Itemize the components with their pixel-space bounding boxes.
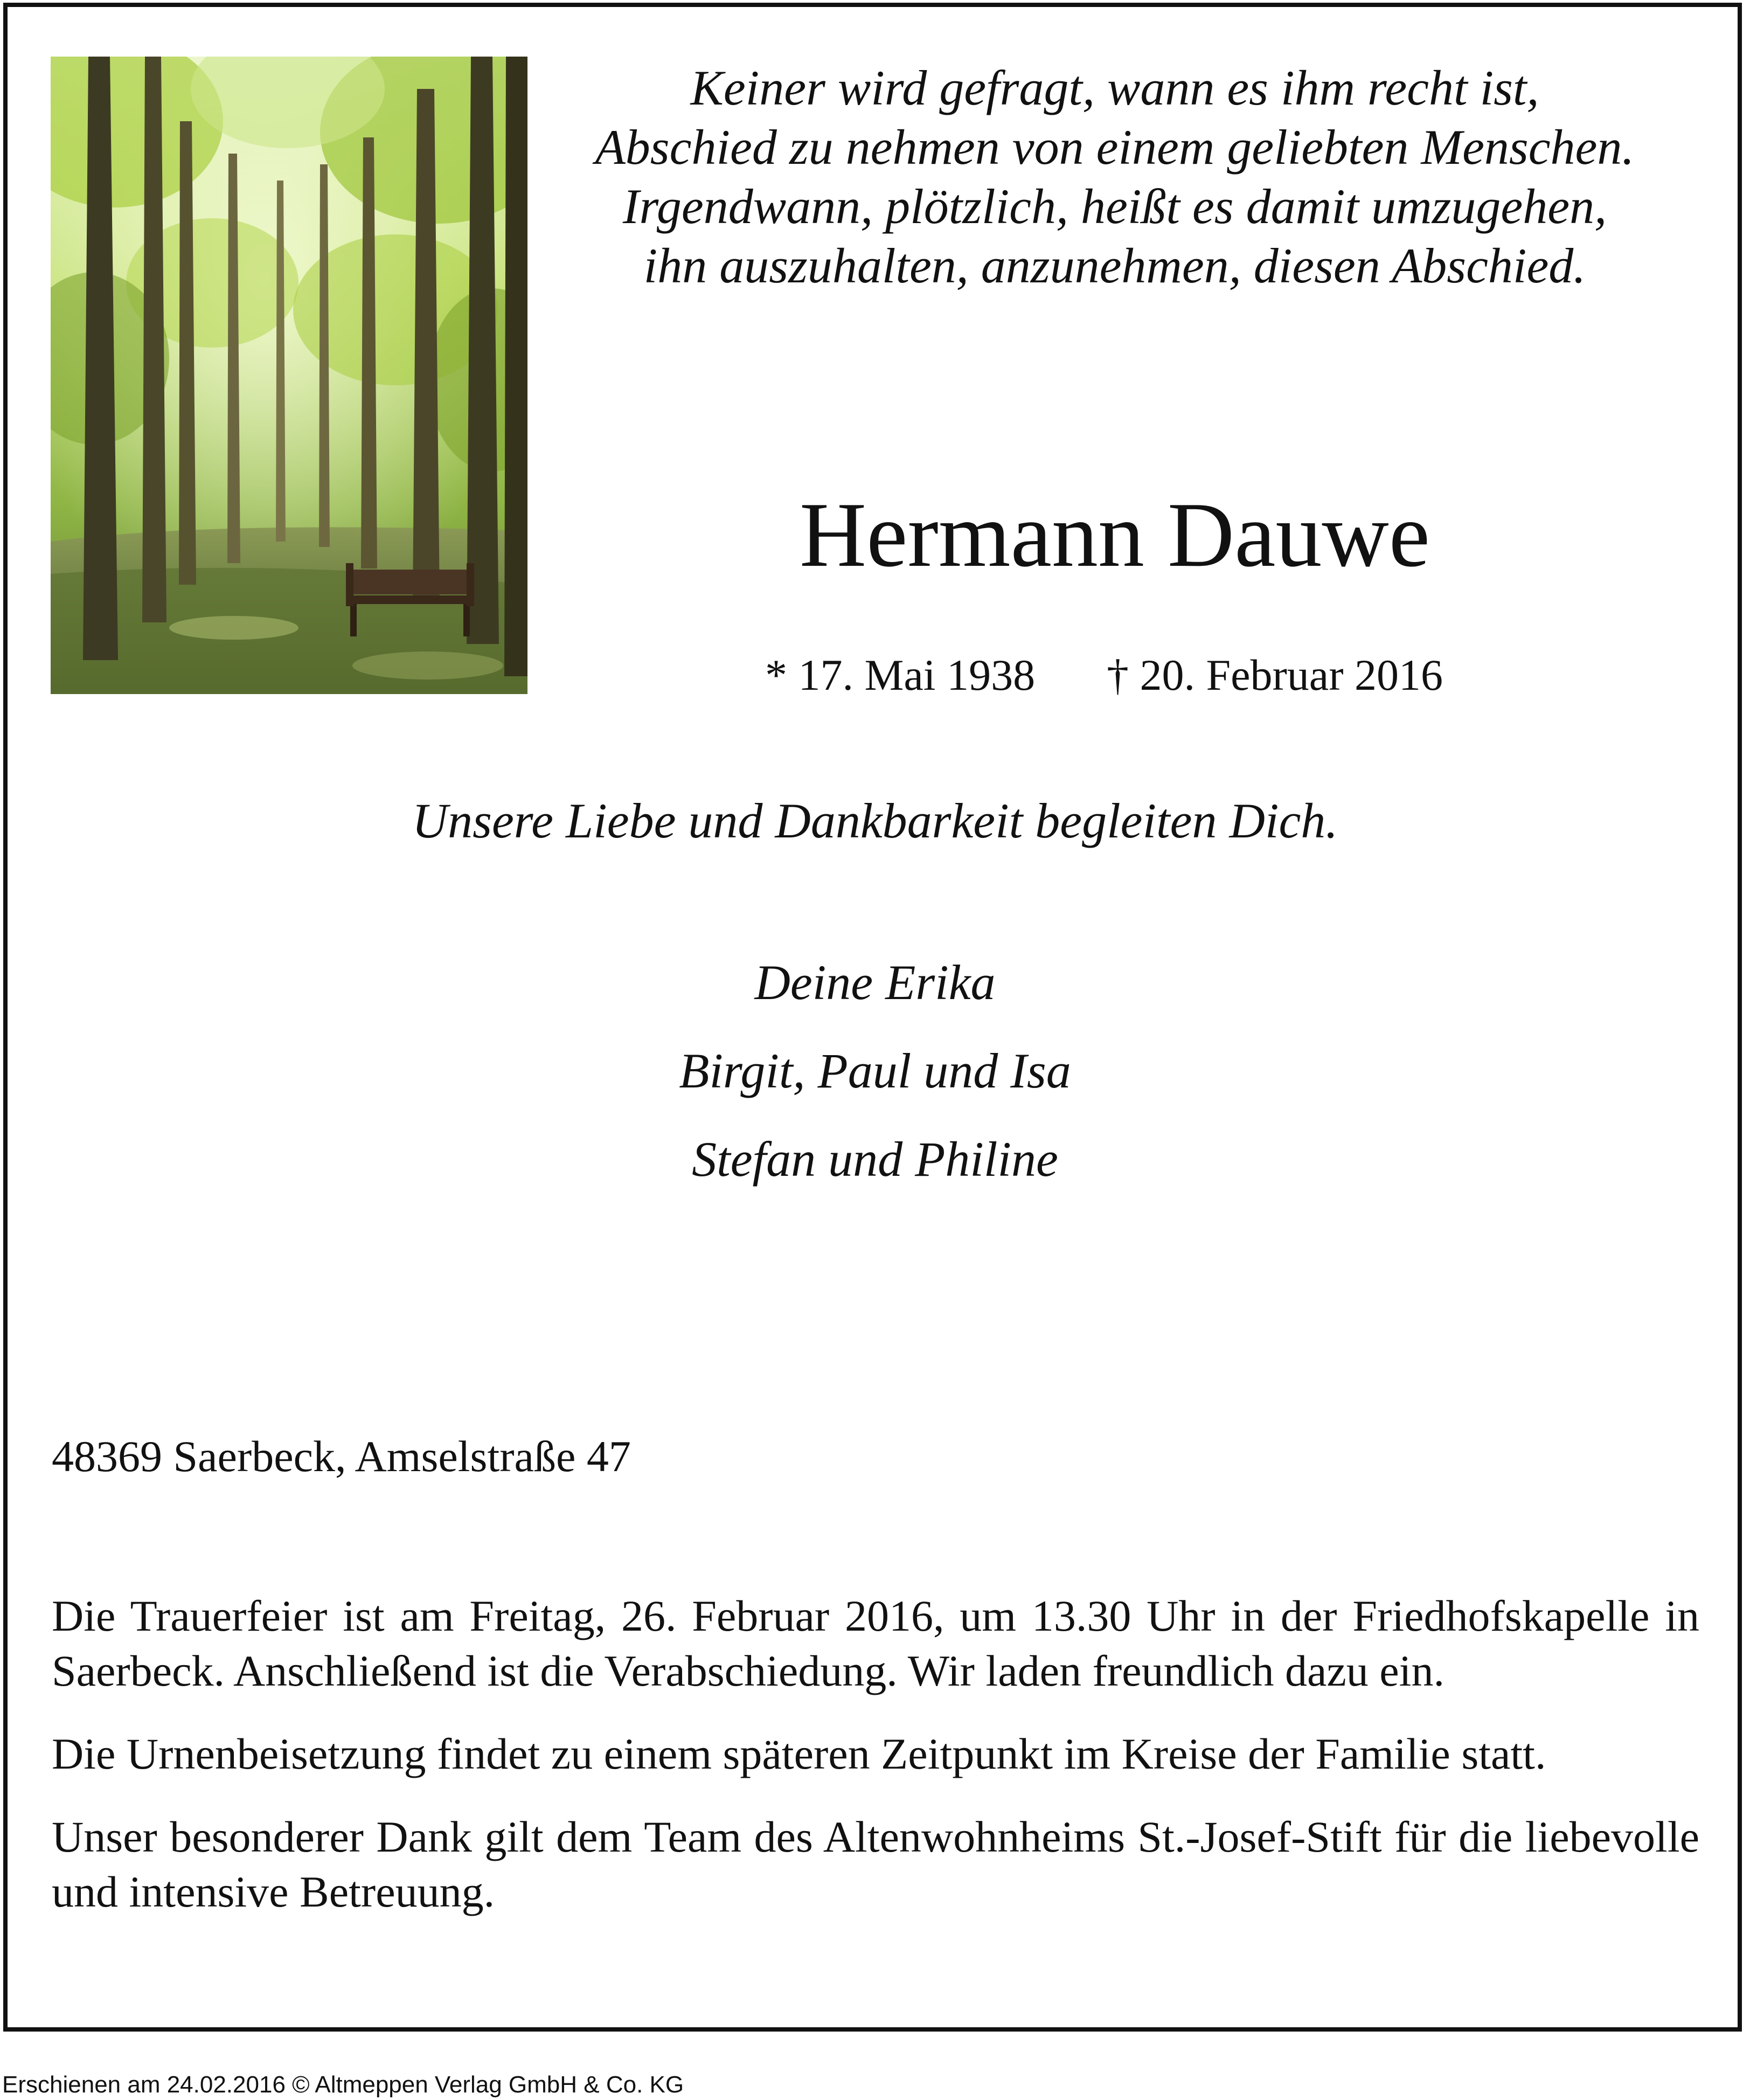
publication-footer: Erschienen am 24.02.2016 © Altmeppen Verlag GmbH & Co. KG (2, 2071, 684, 2098)
mourning-address: 48369 Saerbeck, Amselstraße 47 (52, 1432, 631, 1481)
obituary-frame (3, 3, 1742, 2032)
family-member: Birgit, Paul und Isa (679, 1043, 1071, 1098)
funeral-paragraph: Die Trauerfeier ist am Freitag, 26. Februar 2016, um 13.30 Uhr in der Friedhofskapelle in Saerbeck. Anschließend ist die Verabschiedung. Wir laden freundlich dazu ein. (52, 1591, 1699, 1695)
deceased-name: Hermann Dauwe (799, 484, 1430, 586)
family-member: Stefan und Philine (692, 1132, 1058, 1187)
birth-date: * 17. Mai 1938 (765, 650, 1036, 699)
forest-with-bench-image (51, 57, 527, 694)
funeral-details (52, 1589, 1699, 1947)
thanks-paragraph: Unser besonderer Dank gilt dem Team des Altenwohnheims St.-Josef-Stift für die liebevolle und intensive Betreuung. (52, 1812, 1699, 1916)
family-member: Deine Erika (754, 955, 996, 1010)
quote-line: ihn auszuhalten, anzunehmen, diesen Abschied. (643, 238, 1586, 293)
farewell-line: Unsere Liebe und Dankbarkeit begleiten Dich. (412, 793, 1338, 848)
quote-line: Irgendwann, plötzlich, heißt es damit umzugehen, (622, 179, 1607, 234)
burial-paragraph: Die Urnenbeisetzung findet zu einem späteren Zeitpunkt im Kreise der Familie statt. (52, 1729, 1546, 1778)
quote-line: Keiner wird gefragt, wann es ihm recht ist, (690, 60, 1539, 115)
life-dates (746, 648, 1500, 702)
family-signatures (546, 953, 1204, 1218)
opening-quote (541, 58, 1689, 295)
forest-bench-photo (51, 57, 527, 694)
death-date: † 20. Februar 2016 (1107, 650, 1443, 699)
quote-line: Abschied zu nehmen von einem geliebten Menschen. (595, 120, 1635, 175)
